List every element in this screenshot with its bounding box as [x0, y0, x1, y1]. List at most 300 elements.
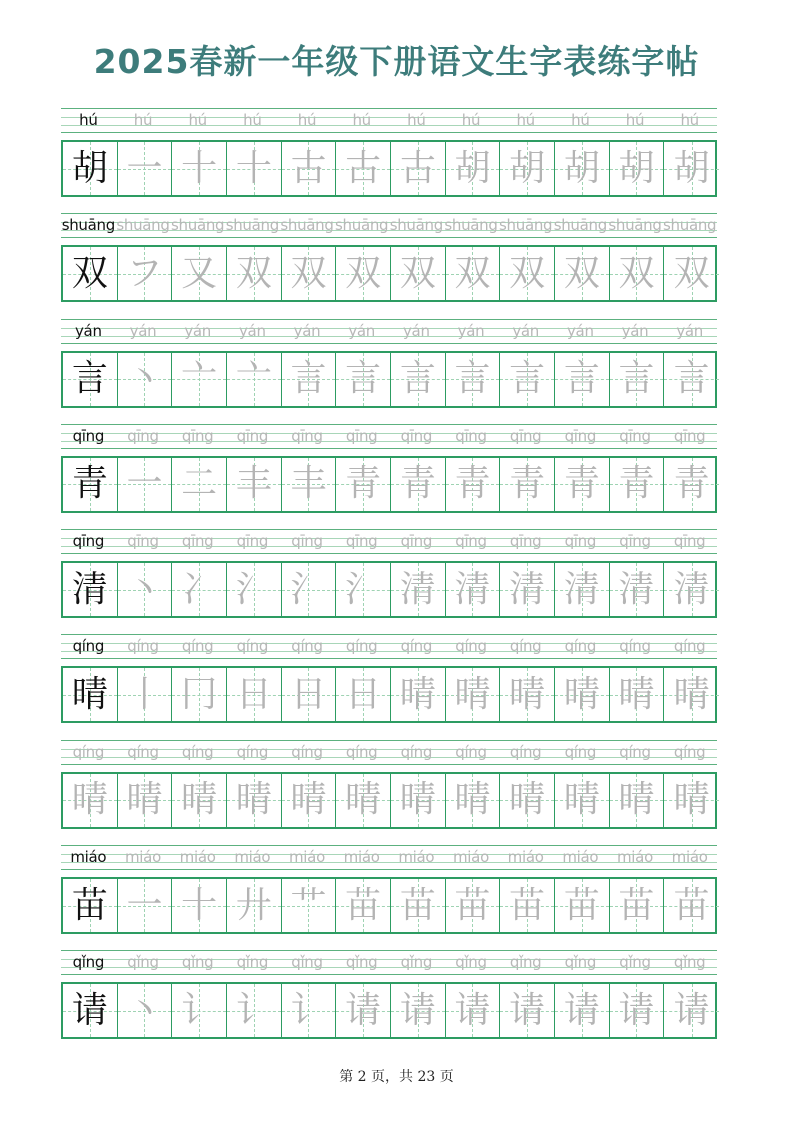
- pinyin-label: yán: [238, 321, 266, 340]
- trace-character: 古: [290, 147, 327, 189]
- pinyin-band: [61, 634, 717, 659]
- pinyin-label: qíng: [673, 742, 706, 761]
- trace-character: 一: [126, 884, 163, 926]
- trace-character: 晴: [563, 673, 600, 715]
- grid-cell[interactable]: [500, 563, 555, 616]
- grid-cell[interactable]: [227, 563, 282, 616]
- pinyin-label: qīng: [345, 426, 378, 445]
- grid-cell[interactable]: [391, 247, 446, 300]
- trace-character: 古: [345, 147, 382, 189]
- trace-character: 双: [399, 252, 436, 294]
- pinyin-label: qīng: [345, 532, 378, 551]
- grid-cell[interactable]: [336, 142, 391, 195]
- pinyin-label: shuāng: [499, 216, 553, 235]
- pinyin-label: qīng: [72, 532, 105, 551]
- grid-cell[interactable]: [446, 142, 501, 195]
- trace-character: 冂: [181, 673, 218, 715]
- pinyin-label: qíng: [619, 637, 651, 656]
- grid-cell[interactable]: [664, 563, 719, 616]
- pinyin-label: qǐng: [455, 953, 487, 972]
- grid-cell[interactable]: [63, 668, 118, 721]
- pinyin-label: yán: [402, 321, 430, 340]
- trace-character: 晴: [454, 673, 491, 715]
- grid-cell[interactable]: [446, 774, 501, 827]
- pinyin-band: [61, 319, 717, 344]
- trace-character: 青: [673, 463, 710, 505]
- practice-row: [61, 634, 717, 739]
- pinyin-label: miáo: [671, 848, 708, 867]
- pinyin-label: qíng: [619, 742, 651, 761]
- pinyin-label: qíng: [509, 637, 542, 656]
- pinyin-label: qíng: [455, 742, 487, 761]
- grid-cell[interactable]: [446, 563, 501, 616]
- pinyin-band: [61, 529, 717, 554]
- grid-cell[interactable]: [172, 247, 227, 300]
- grid-cell[interactable]: [282, 458, 337, 511]
- pinyin-label: qīng: [400, 532, 433, 551]
- grid-cell[interactable]: [391, 984, 446, 1037]
- pinyin-label: qíng: [673, 637, 706, 656]
- grid-cell[interactable]: [555, 142, 610, 195]
- grid-cell[interactable]: [118, 879, 173, 932]
- pinyin-label: shuāng: [553, 216, 607, 235]
- practice-row: [61, 740, 717, 845]
- model-character: 清: [71, 568, 108, 610]
- trace-character: 丶: [126, 568, 163, 610]
- grid-cell[interactable]: [227, 353, 282, 406]
- trace-character: 丰: [290, 463, 327, 505]
- pinyin-band: [61, 108, 717, 133]
- trace-character: 十: [235, 147, 272, 189]
- trace-character: 青: [618, 463, 655, 505]
- trace-character: 清: [618, 568, 655, 610]
- grid-cell[interactable]: [664, 774, 719, 827]
- pinyin-label: shuāng: [663, 216, 717, 235]
- grid-cell[interactable]: [391, 774, 446, 827]
- grid-cell[interactable]: [555, 247, 610, 300]
- pinyin-label: qīng: [455, 426, 487, 445]
- grid-cell[interactable]: [555, 879, 610, 932]
- trace-character: 古: [399, 147, 436, 189]
- grid-cell[interactable]: [610, 984, 665, 1037]
- trace-character: 晴: [509, 673, 546, 715]
- grid-cell[interactable]: [63, 353, 118, 406]
- grid-cell[interactable]: [227, 984, 282, 1037]
- pinyin-label: qīng: [509, 426, 542, 445]
- trace-character: 亠: [235, 358, 272, 400]
- grid-cell[interactable]: [446, 247, 501, 300]
- grid-cell[interactable]: [500, 879, 555, 932]
- model-character: 晴: [71, 673, 108, 715]
- grid-cell[interactable]: [63, 879, 118, 932]
- grid-cell[interactable]: [227, 247, 282, 300]
- grid-cell[interactable]: [610, 247, 665, 300]
- trace-character: 请: [563, 989, 600, 1031]
- practice-row: [61, 845, 717, 950]
- pinyin-label: hú: [352, 111, 371, 129]
- grid-cell[interactable]: [555, 353, 610, 406]
- pinyin-label: hú: [79, 111, 98, 129]
- trace-character: 青: [454, 463, 491, 505]
- trace-character: 亠: [181, 358, 218, 400]
- grid-cell[interactable]: [500, 668, 555, 721]
- grid-cell[interactable]: [664, 247, 719, 300]
- grid-cell[interactable]: [500, 247, 555, 300]
- character-grid: [61, 456, 717, 513]
- trace-character: 清: [399, 568, 436, 610]
- trace-character: 言: [509, 358, 546, 400]
- pinyin-label: shuāng: [171, 216, 225, 235]
- grid-cell[interactable]: [500, 984, 555, 1037]
- trace-character: 青: [345, 463, 382, 505]
- grid-cell[interactable]: [555, 563, 610, 616]
- pinyin-label: qǐng: [127, 953, 159, 972]
- grid-cell[interactable]: [172, 353, 227, 406]
- pinyin-label: qīng: [619, 532, 651, 551]
- pinyin-label: qíng: [181, 742, 214, 761]
- trace-character: 氵: [345, 568, 382, 610]
- trace-character: 氵: [290, 568, 327, 610]
- pinyin-label: qīng: [509, 532, 542, 551]
- pinyin-band: [61, 740, 717, 765]
- practice-row: [61, 108, 717, 213]
- trace-character: 晴: [563, 779, 600, 821]
- pinyin-label: qíng: [509, 742, 542, 761]
- practice-row: [61, 424, 717, 529]
- pinyin-label: qīng: [236, 532, 269, 551]
- grid-cell[interactable]: [391, 458, 446, 511]
- trace-character: 清: [509, 568, 546, 610]
- grid-cell[interactable]: [172, 984, 227, 1037]
- grid-cell[interactable]: [118, 984, 173, 1037]
- grid-cell[interactable]: [664, 458, 719, 511]
- trace-character: 言: [345, 358, 382, 400]
- pinyin-label: yán: [512, 321, 539, 340]
- character-grid: [61, 140, 717, 197]
- grid-cell[interactable]: [282, 984, 337, 1037]
- trace-character: 晴: [181, 779, 218, 821]
- pinyin-label: qīng: [564, 426, 597, 445]
- pinyin-label: qǐng: [564, 953, 597, 972]
- grid-cell[interactable]: [118, 668, 173, 721]
- trace-character: 晴: [235, 779, 272, 821]
- pinyin-label: qīng: [181, 532, 214, 551]
- pinyin-label: yán: [74, 321, 102, 340]
- grid-cell[interactable]: [118, 142, 173, 195]
- trace-character: 晴: [618, 779, 655, 821]
- pinyin-label: qíng: [291, 637, 323, 656]
- grid-cell[interactable]: [664, 879, 719, 932]
- grid-cell[interactable]: [500, 353, 555, 406]
- character-grid: [61, 982, 717, 1039]
- grid-cell[interactable]: [446, 879, 501, 932]
- grid-cell[interactable]: [610, 774, 665, 827]
- grid-cell[interactable]: [336, 984, 391, 1037]
- trace-character: 艹: [290, 884, 327, 926]
- trace-character: 又: [181, 252, 218, 294]
- model-character: 言: [71, 358, 108, 400]
- pinyin-label: shuāng: [444, 216, 498, 235]
- grid-cell[interactable]: [555, 774, 610, 827]
- trace-character: 日: [345, 673, 382, 715]
- trace-character: 晴: [290, 779, 327, 821]
- trace-character: 请: [509, 989, 546, 1031]
- grid-cell[interactable]: [63, 142, 118, 195]
- trace-character: 胡: [673, 147, 710, 189]
- trace-character: 言: [673, 358, 710, 400]
- trace-character: 一: [126, 147, 163, 189]
- trace-character: 晴: [399, 673, 436, 715]
- grid-cell[interactable]: [664, 668, 719, 721]
- pinyin-label: yán: [293, 321, 321, 340]
- grid-cell[interactable]: [446, 668, 501, 721]
- pinyin-label: hú: [625, 111, 645, 129]
- grid-cell[interactable]: [227, 458, 282, 511]
- grid-cell[interactable]: [500, 458, 555, 511]
- trace-character: 氵: [235, 568, 272, 610]
- grid-cell[interactable]: [282, 142, 337, 195]
- grid-cell[interactable]: [172, 563, 227, 616]
- practice-row: [61, 529, 717, 634]
- pinyin-label: qǐng: [345, 953, 378, 972]
- trace-character: 讠: [290, 989, 327, 1031]
- grid-cell[interactable]: [336, 563, 391, 616]
- grid-cell[interactable]: [282, 879, 337, 932]
- grid-cell[interactable]: [610, 563, 665, 616]
- trace-character: 一: [126, 463, 163, 505]
- pinyin-label: miáo: [507, 848, 544, 867]
- grid-cell[interactable]: [172, 142, 227, 195]
- trace-character: 苗: [618, 884, 655, 926]
- pinyin-label: qīng: [673, 532, 706, 551]
- trace-character: フ: [126, 252, 163, 294]
- trace-character: 二: [181, 463, 218, 505]
- trace-character: 丨: [126, 673, 163, 715]
- trace-character: 晴: [509, 779, 546, 821]
- grid-cell[interactable]: [63, 563, 118, 616]
- grid-cell[interactable]: [172, 458, 227, 511]
- trace-character: 晴: [345, 779, 382, 821]
- grid-cell[interactable]: [446, 984, 501, 1037]
- pinyin-label: qīng: [619, 426, 651, 445]
- grid-cell[interactable]: [391, 563, 446, 616]
- trace-character: 讠: [235, 989, 272, 1031]
- model-character: 青: [71, 463, 108, 505]
- pinyin-label: yán: [457, 321, 485, 340]
- page-title: 2025春新一年级下册语文生字表练字帖: [93, 42, 700, 81]
- grid-cell[interactable]: [282, 668, 337, 721]
- trace-character: 丶: [126, 989, 163, 1031]
- trace-character: 苗: [454, 884, 491, 926]
- trace-character: 清: [563, 568, 600, 610]
- grid-cell[interactable]: [227, 668, 282, 721]
- pinyin-label: miáo: [289, 848, 325, 867]
- trace-character: 讠: [181, 989, 218, 1031]
- pinyin-label: qíng: [127, 637, 159, 656]
- trace-character: 言: [454, 358, 491, 400]
- model-character: 双: [71, 252, 108, 294]
- trace-character: 晴: [126, 779, 163, 821]
- grid-cell[interactable]: [610, 353, 665, 406]
- character-grid: [61, 561, 717, 618]
- grid-cell[interactable]: [282, 353, 337, 406]
- trace-character: 十: [181, 884, 218, 926]
- trace-character: 十: [181, 147, 218, 189]
- trace-character: 言: [618, 358, 655, 400]
- grid-cell[interactable]: [172, 879, 227, 932]
- grid-cell[interactable]: [391, 353, 446, 406]
- character-grid: [61, 772, 717, 829]
- pinyin-label: miáo: [179, 848, 216, 867]
- grid-cell[interactable]: [610, 142, 665, 195]
- pinyin-label: hú: [461, 111, 481, 129]
- grid-cell[interactable]: [500, 774, 555, 827]
- pinyin-band: [61, 424, 717, 449]
- trace-character: 双: [673, 252, 710, 294]
- pinyin-label: miáo: [453, 848, 489, 867]
- grid-cell[interactable]: [63, 774, 118, 827]
- pinyin-label: qíng: [345, 742, 378, 761]
- grid-cell[interactable]: [118, 774, 173, 827]
- grid-cell[interactable]: [336, 668, 391, 721]
- grid-cell[interactable]: [172, 774, 227, 827]
- trace-character: 晴: [673, 673, 710, 715]
- pinyin-label: qīng: [181, 426, 214, 445]
- pinyin-label: shuāng: [280, 216, 334, 235]
- grid-cell[interactable]: [610, 668, 665, 721]
- grid-cell[interactable]: [500, 142, 555, 195]
- trace-character: 晴: [673, 779, 710, 821]
- grid-cell[interactable]: [664, 142, 719, 195]
- trace-character: 丶: [126, 358, 163, 400]
- grid-cell[interactable]: [610, 879, 665, 932]
- character-grid: [61, 351, 717, 408]
- trace-character: 言: [399, 358, 436, 400]
- trace-character: 苗: [345, 884, 382, 926]
- grid-cell[interactable]: [118, 563, 173, 616]
- trace-character: 苗: [563, 884, 600, 926]
- pinyin-label: qīng: [673, 426, 706, 445]
- character-grid: [61, 245, 717, 302]
- grid-cell[interactable]: [63, 247, 118, 300]
- grid-cell[interactable]: [227, 142, 282, 195]
- grid-cell[interactable]: [282, 247, 337, 300]
- trace-character: 双: [618, 252, 655, 294]
- grid-cell[interactable]: [391, 668, 446, 721]
- grid-cell[interactable]: [118, 458, 173, 511]
- trace-character: 丰: [235, 463, 272, 505]
- trace-character: 青: [509, 463, 546, 505]
- trace-character: 言: [290, 358, 327, 400]
- trace-character: 清: [454, 568, 491, 610]
- grid-cell[interactable]: [336, 774, 391, 827]
- grid-cell[interactable]: [391, 142, 446, 195]
- character-grid: [61, 666, 717, 723]
- grid-cell[interactable]: [118, 247, 173, 300]
- trace-character: 清: [673, 568, 710, 610]
- grid-cell[interactable]: [446, 458, 501, 511]
- grid-cell[interactable]: [336, 458, 391, 511]
- grid-cell[interactable]: [336, 247, 391, 300]
- pinyin-label: miáo: [343, 848, 380, 867]
- trace-character: 双: [563, 252, 600, 294]
- trace-character: 请: [345, 989, 382, 1031]
- grid-cell[interactable]: [336, 353, 391, 406]
- pinyin-band: [61, 213, 717, 238]
- trace-character: 请: [399, 989, 436, 1031]
- grid-cell[interactable]: [555, 458, 610, 511]
- grid-cell[interactable]: [282, 774, 337, 827]
- practice-row: [61, 950, 717, 1055]
- pinyin-label: qǐng: [509, 953, 542, 972]
- pinyin-label: qīng: [236, 426, 269, 445]
- pinyin-label: qíng: [564, 742, 597, 761]
- pinyin-label: hú: [516, 111, 535, 129]
- trace-character: 言: [563, 358, 600, 400]
- trace-character: 双: [345, 252, 382, 294]
- pinyin-label: hú: [188, 111, 207, 129]
- pinyin-label: yán: [348, 321, 375, 340]
- pinyin-label: qīng: [72, 426, 105, 445]
- grid-cell[interactable]: [172, 668, 227, 721]
- pinyin-label: qíng: [236, 742, 269, 761]
- pinyin-label: hú: [297, 111, 317, 129]
- pinyin-label: qǐng: [400, 953, 433, 972]
- grid-cell[interactable]: [391, 879, 446, 932]
- pinyin-label: shuāng: [225, 216, 279, 235]
- pinyin-label: miáo: [562, 848, 599, 867]
- pinyin-label: qīng: [127, 532, 159, 551]
- trace-character: 晴: [71, 779, 108, 821]
- pinyin-label: yán: [129, 321, 157, 340]
- grid-cell[interactable]: [63, 984, 118, 1037]
- pinyin-label: shuāng: [116, 216, 170, 235]
- pinyin-label: yán: [184, 321, 211, 340]
- grid-cell[interactable]: [610, 458, 665, 511]
- trace-character: 胡: [509, 147, 546, 189]
- grid-cell[interactable]: [63, 458, 118, 511]
- pinyin-label: qīng: [455, 532, 487, 551]
- pinyin-label: hú: [680, 111, 699, 129]
- trace-character: 晴: [454, 779, 491, 821]
- grid-cell[interactable]: [555, 668, 610, 721]
- pinyin-label: shuāng: [335, 216, 389, 235]
- pinyin-label: miáo: [125, 848, 161, 867]
- pinyin-label: qíng: [181, 637, 214, 656]
- pinyin-label: hú: [407, 111, 426, 129]
- pinyin-label: miáo: [398, 848, 435, 867]
- grid-cell[interactable]: [227, 879, 282, 932]
- pinyin-label: yán: [566, 321, 594, 340]
- pinyin-label: qíng: [72, 742, 105, 761]
- pinyin-label: yán: [676, 321, 703, 340]
- trace-character: 冫: [181, 568, 218, 610]
- pinyin-label: qíng: [345, 637, 378, 656]
- grid-cell[interactable]: [336, 879, 391, 932]
- grid-cell[interactable]: [446, 353, 501, 406]
- grid-cell[interactable]: [227, 774, 282, 827]
- grid-cell[interactable]: [555, 984, 610, 1037]
- grid-cell[interactable]: [664, 984, 719, 1037]
- grid-cell[interactable]: [664, 353, 719, 406]
- grid-cell[interactable]: [282, 563, 337, 616]
- pinyin-label: qīng: [400, 426, 433, 445]
- pinyin-label: qíng: [127, 742, 159, 761]
- practice-sheet: [61, 108, 717, 1056]
- pinyin-label: qǐng: [181, 953, 214, 972]
- pinyin-label: qīng: [127, 426, 159, 445]
- grid-cell[interactable]: [118, 353, 173, 406]
